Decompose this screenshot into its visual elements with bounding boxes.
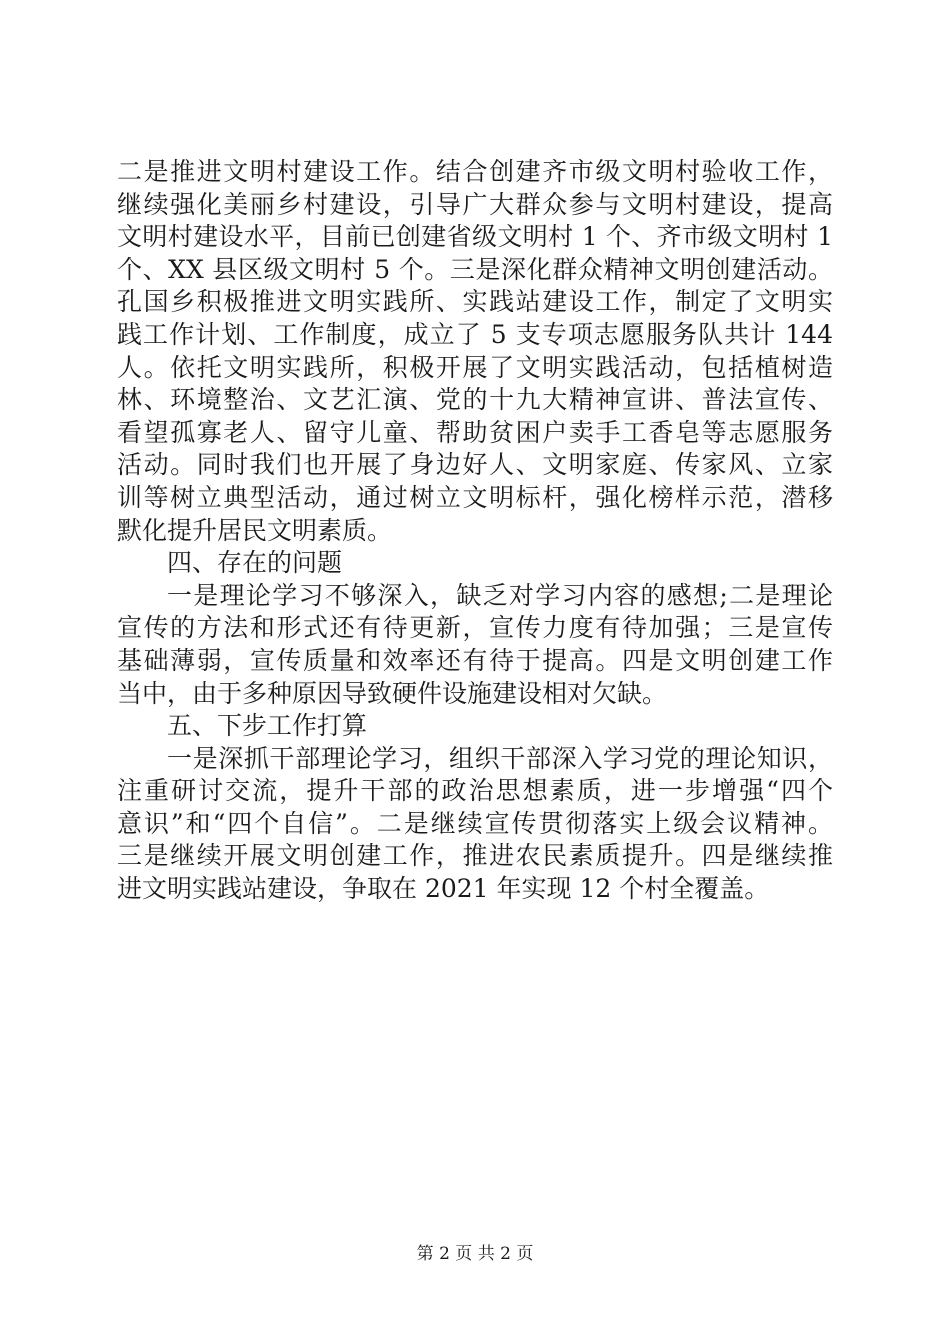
text-line: 践工作计划、工作制度，成立了 5 支专项志愿服务队共计 144	[117, 319, 833, 349]
text-line: 默化提升居民文明素质。	[117, 515, 393, 545]
section-existing-problems	[117, 547, 833, 710]
text-line: 人。依托文明实践所，积极开展了文明实践活动，包括植树造	[117, 352, 833, 382]
text-line: 文明村建设水平，目前已创建省级文明村 1 个、齐市级文明村 1	[117, 222, 833, 252]
text-line: 个、XX 县区级文明村 5 个。三是深化群众精神文明创建活动。	[117, 254, 833, 284]
text-line: 活动。同时我们也开展了身边好人、文明家庭、传家风、立家	[117, 450, 833, 480]
page-number-footer: 第 2 页 共 2 页	[416, 1244, 534, 1264]
text-line: 一是深抓干部理论学习，组织干部深入学习党的理论知识，	[167, 743, 833, 773]
text-line: 基础薄弱，宣传质量和效率还有待于提高。四是文明创建工作	[117, 645, 833, 675]
section-heading: 四、存在的问题	[167, 548, 343, 578]
text-line: 训等树立典型活动，通过树立文明标杆，强化榜样示范，潜移	[117, 482, 833, 512]
text-line: 注重研讨交流，提升干部的政治思想素质，进一步增强“四个	[117, 776, 833, 806]
text-line: 看望孤寡老人、留守儿童、帮助贫困户卖手工香皂等志愿服务	[117, 417, 833, 447]
text-line: 当中，由于多种原因导致硬件设施建设相对欠缺。	[117, 678, 668, 708]
text-line: 意识”和“四个自信”。二是继续宣传贯彻落实上级会议精神。	[117, 808, 833, 838]
text-line: 孔国乡积极推进文明实践所、实践站建设工作，制定了文明实	[117, 287, 833, 317]
paragraph-civilized-village	[117, 156, 833, 547]
section-heading: 五、下步工作打算	[167, 711, 368, 741]
text-line: 继续强化美丽乡村建设，引导广大群众参与文明村建设，提高	[117, 189, 833, 219]
document-body	[117, 156, 833, 906]
text-line: 进文明实践站建设，争取在 2021 年实现 12 个村全覆盖。	[117, 874, 770, 904]
text-line: 林、环境整治、文艺汇演、党的十九大精神宣讲、普法宣传、	[117, 385, 833, 415]
text-line: 一是理论学习不够深入，缺乏对学习内容的感想;二是理论	[167, 580, 833, 610]
section-next-steps	[117, 710, 833, 906]
text-line: 二是推进文明村建设工作。结合创建齐市级文明村验收工作，	[117, 157, 833, 186]
text-line: 宣传的方法和形式还有待更新，宣传力度有待加强；三是宣传	[117, 613, 833, 643]
text-line: 三是继续开展文明创建工作，推进农民素质提升。四是继续推	[117, 841, 833, 871]
